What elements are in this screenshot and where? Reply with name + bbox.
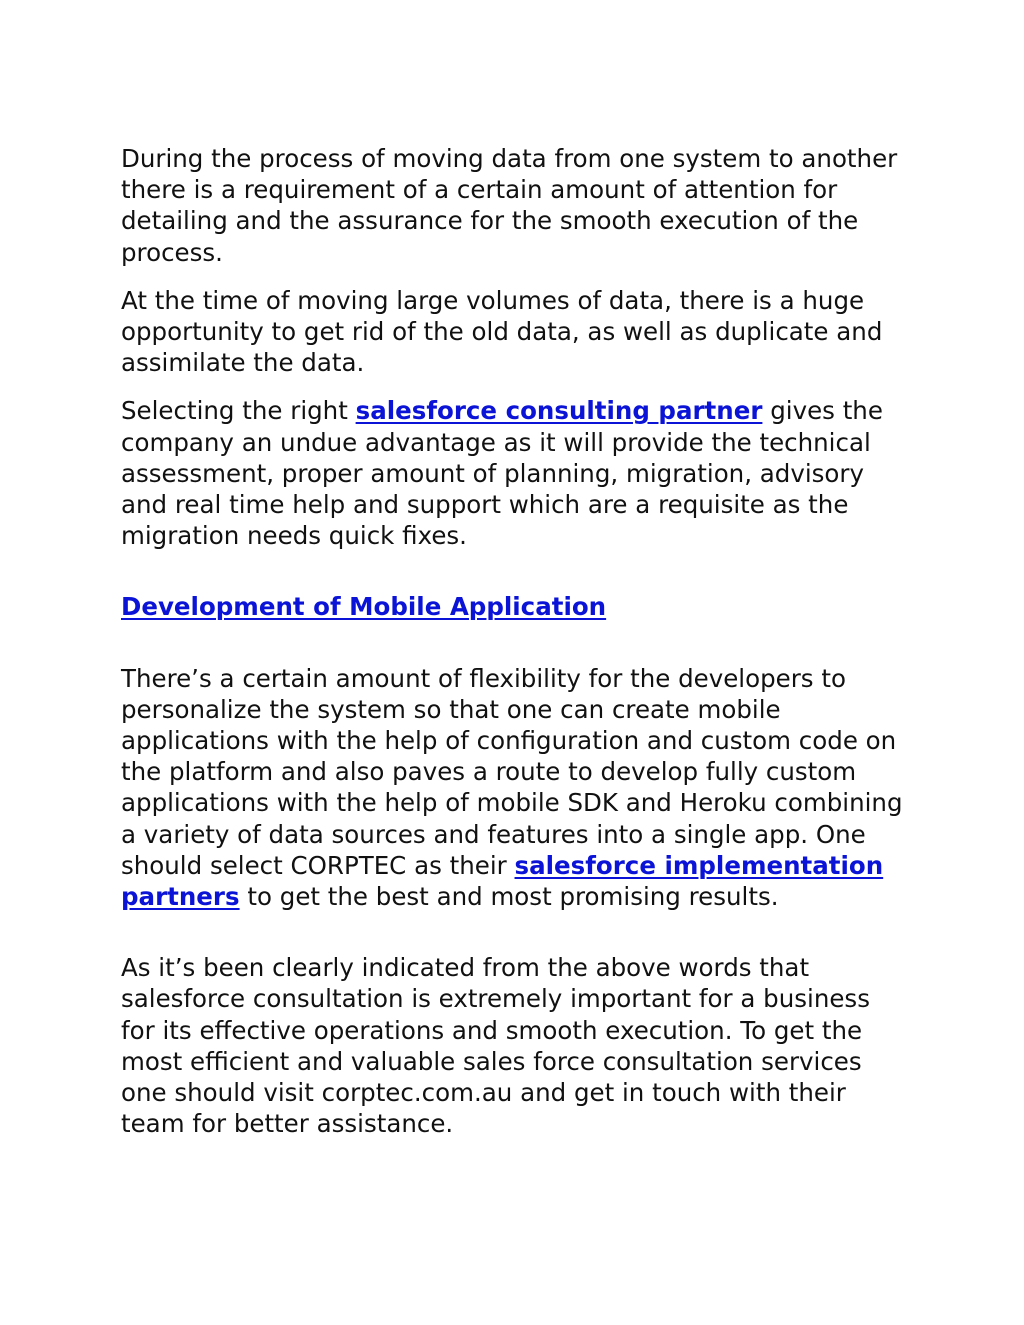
salesforce-implementation-partners-link[interactable]: salesforce implementation partners: [121, 850, 884, 912]
spacer: [121, 378, 911, 395]
document-page: [121, 143, 911, 1139]
paragraph-text: Selecting the right: [121, 396, 356, 426]
spacer: [121, 551, 911, 591]
paragraph-text: to get the best and most promising results.: [239, 882, 779, 912]
paragraph-text: gives the company an undue advantage as it will provide the technical assessment, proper amount of planning, migration, advisory and real time help and support which are a requisite as the migration needs quick fixes.: [121, 396, 883, 551]
paragraph-consulting-partner: [121, 395, 911, 551]
spacer: [121, 623, 911, 663]
salesforce-consulting-partner-link[interactable]: salesforce consulting partner: [355, 396, 763, 426]
paragraph-data-cleanup: At the time of moving large volumes of data, there is a huge opportunity to get rid of the old data, as well as duplicate and assimilate the data.: [121, 285, 883, 378]
mobile-application-heading-link[interactable]: Development of Mobile Application: [121, 592, 607, 622]
paragraph-data-migration: During the process of moving data from one system to another there is a requirement of a certain amount of attention for detailing and the assurance for the smooth execution of the process.: [121, 144, 898, 267]
spacer: [121, 268, 911, 285]
paragraph-mobile-development: [121, 663, 911, 913]
section-heading: [121, 591, 911, 622]
spacer: [121, 912, 911, 952]
paragraph-text: There’s a certain amount of flexibility for the developers to personalize the system so that one can create mobile applications with the help of configuration and custom code on the platform and also paves a route to develop fully custom applications with the help of mobile SDK and Heroku combining a variety of data sources and features into a single app. One should select CORPTEC as their: [121, 663, 903, 880]
paragraph-conclusion: As it’s been clearly indicated from the above words that salesforce consultation is extremely important for a business for its effective operations and smooth execution. To get the most efficient and valuable sales force consultation services one should visit corptec.com.au and get in touch with their team for better assistance.: [121, 953, 870, 1139]
